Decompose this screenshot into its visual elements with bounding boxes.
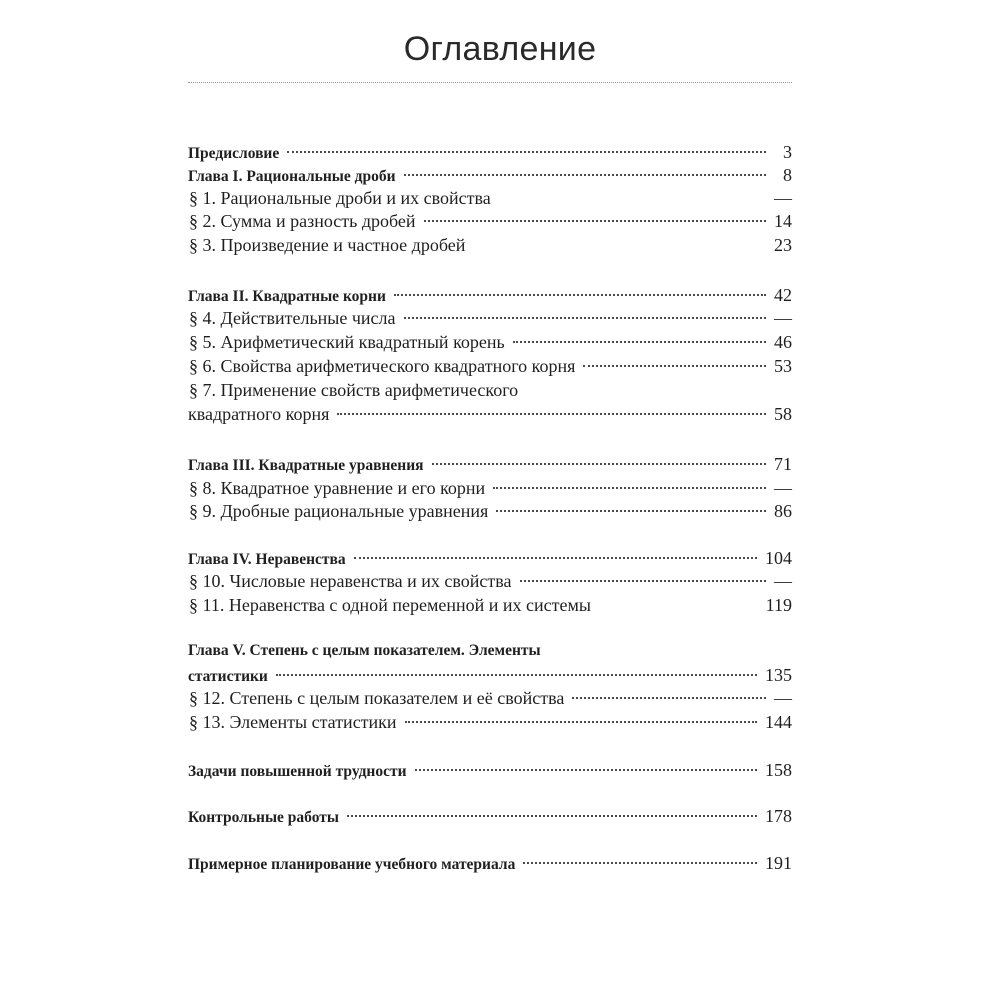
dot-leader [523,862,757,864]
toc-page-number: — [774,188,792,208]
toc-entry-label: § 6. Свойства арифметического квадратного корня [189,356,576,376]
toc-page-number: 191 [765,853,792,873]
toc-page-number: 53 [774,356,792,376]
dot-leader [496,510,766,512]
toc-page-number: 104 [765,548,792,568]
toc-entry-label: § 8. Квадратное уравнение и его корни [189,478,486,498]
dot-leader [432,463,766,465]
toc-entry-chapter-5-continued[interactable] [188,665,792,689]
toc-page-number: 14 [774,211,792,231]
toc-entry-preface[interactable] [188,142,792,166]
toc-page-number: 119 [765,595,792,615]
toc-entry-label: § 10. Числовые неравенства и их свойства [189,571,512,591]
toc-entry-tests[interactable] [188,806,792,830]
dot-leader [415,769,757,771]
toc-entry-label: статистики [188,668,268,685]
toc-entry-section-9[interactable] [188,501,792,525]
toc-entry-chapter-1[interactable] [188,165,792,189]
toc-page-number: 178 [765,806,792,826]
toc-entry-section-11[interactable] [188,595,792,619]
toc-entry-label: § 11. Неравенства с одной переменной и их системы [189,595,591,615]
toc-entry-label: Контрольные работы [188,809,339,826]
toc-page-number: 46 [774,332,792,352]
dot-leader [394,294,766,296]
toc-entry-label: § 2. Сумма и разность дробей [189,211,416,231]
toc-entry-label: § 1. Рациональные дроби и их свойства [189,188,491,208]
dot-leader [276,674,757,676]
page-title: Оглавление [403,30,597,68]
dot-leader [520,580,767,582]
toc-entry-label: § 13. Элементы статистики [189,712,397,732]
dot-leader [404,317,766,319]
toc-page-number: 3 [783,142,792,162]
toc-page-number: 58 [774,404,792,424]
toc-page-number: 71 [774,454,792,474]
toc-entry-label: Примерное планирование учебного материала [188,856,516,873]
dot-leader [583,365,766,367]
toc-page-number: 8 [783,165,792,185]
toc-page-number: 135 [765,665,792,685]
toc-entry-label: Задачи повышенной трудности [188,763,407,780]
toc-page-number: — [774,688,792,708]
toc-entry-section-4[interactable] [188,308,792,332]
toc-entry-label: § 12. Степень с целым показателем и её свойства [189,688,565,708]
dot-leader [493,487,766,489]
toc-entry-section-3[interactable] [188,235,792,259]
toc-page-number: — [774,478,792,498]
toc-entry-label: Глава II. Квадратные корни [188,288,386,305]
toc-page-number: — [774,308,792,328]
dot-leader [405,721,757,723]
dot-leader [404,174,766,176]
toc-entry-label: § 7. Применение свойств арифметического [189,380,519,400]
toc-entry-section-5[interactable] [188,332,792,356]
dot-leader [572,697,766,699]
toc-entry-section-13[interactable] [188,712,792,736]
toc-entry-chapter-2[interactable] [188,285,792,309]
toc-page-number: 86 [774,501,792,521]
toc-entry-label: § 9. Дробные рациональные уравнения [189,501,489,521]
toc-entry-section-7[interactable] [188,380,792,404]
dot-leader [354,557,757,559]
dot-leader [337,413,766,415]
toc-entry-section-2[interactable] [188,211,792,235]
toc-page-number: 158 [765,760,792,780]
toc-entry-label: § 4. Действительные числа [189,308,396,328]
dot-leader [287,151,766,153]
toc-page-number: 144 [765,712,792,732]
toc-entry-section-8[interactable] [188,478,792,502]
toc-entry-chapter-3[interactable] [188,454,792,478]
dot-leader [347,815,757,817]
toc-entry-label: Глава V. Степень с целым показателем. Элементы [188,642,541,659]
toc-entry-planning[interactable] [188,853,792,877]
toc-entry-label: Глава III. Квадратные уравнения [188,457,424,474]
toc-entry-label: § 3. Произведение и частное дробей [189,235,466,255]
toc-entry-chapter-4[interactable] [188,548,792,572]
dot-leader [513,341,766,343]
toc-entry-advanced-problems[interactable] [188,760,792,784]
toc-entry-label: § 5. Арифметический квадратный корень [189,332,505,352]
toc-entry-label: Глава I. Рациональные дроби [188,168,396,185]
toc-entry-section-7-continued[interactable] [188,404,792,428]
toc-page-number: — [774,571,792,591]
toc-page-number: 42 [774,285,792,305]
toc-entry-label: Предисловие [188,145,280,162]
toc-entry-label: квадратного корня [188,404,330,424]
title-divider [188,82,792,83]
toc-entry-section-1[interactable] [188,188,792,212]
dot-leader [424,220,766,222]
toc-entry-section-10[interactable] [188,571,792,595]
toc-entry-section-12[interactable] [188,688,792,712]
toc-entry-section-6[interactable] [188,356,792,380]
toc-entry-label: Глава IV. Неравенства [188,551,346,568]
toc-entry-chapter-5[interactable] [188,642,792,666]
toc-page-number: 23 [774,235,792,255]
